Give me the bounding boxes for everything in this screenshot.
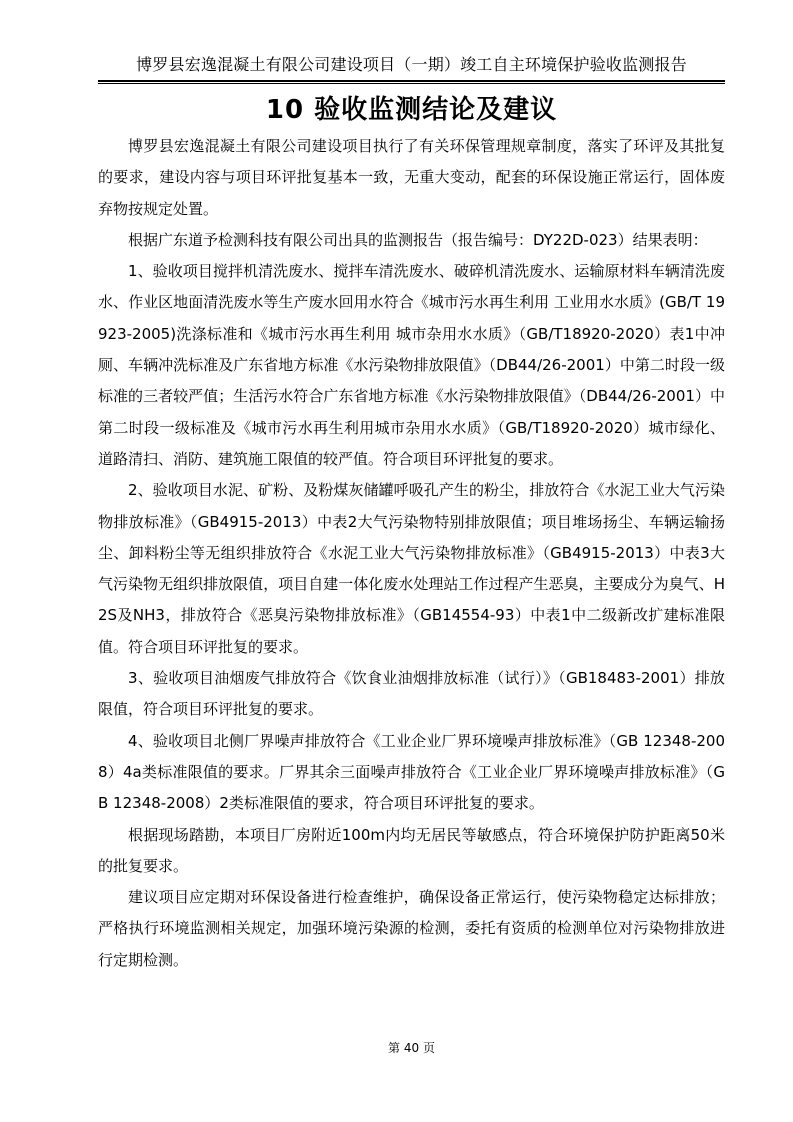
page-number: 第 40 页 — [388, 1041, 435, 1055]
paragraph-item-3-fumes: 3、验收项目油烟废气排放符合《饮食业油烟排放标准（试行）》（GB18483-2001）排放限值，符合项目环评批复的要求。 — [98, 669, 725, 719]
section-title: 10 验收监测结论及建议 — [265, 95, 558, 125]
paragraph-report-results: 根据广东道予检测科技有限公司出具的监测报告（报告编号：DY22D-023）结果表明： — [128, 230, 708, 249]
paragraph-distance: 根据现场踏勘，本项目厂房附近100m内均无居民等敏感点，符合环境保护防护距离50米的批复要求。 — [98, 825, 725, 875]
paragraph-recommendation: 建议项目应定期对环保设备进行检查维护，确保设备正常运行，使污染物稳定达标排放；严格执行环境监测相关规定，加强环境污染源的检测，委托有资质的检测单位对污染物排放进行定期检测。 — [98, 888, 725, 969]
paragraph-item-2-air: 2、验收项目水泥、矿粉、及粉煤灰储罐呼吸孔产生的粉尘，排放符合《水泥工业大气污染物排放标准》（GB4915-2013）中表2大气污染物特别排放限值；项目堆场扬尘、车辆运输扬尘、卸料粉尘等无组织排放符合《水泥工业大气污染物排放标准》（GB4915-2013）中表3大气污染物无组织排放限值，项目自建一体化废水处理站工作过程产生恶臭，主要成分为臭气、H2S及NH3，排放符合《恶臭污染物排放标准》（GB14554-93）中表1中二级新改扩建标准限值。符合项目环评批复的要求。 — [98, 481, 725, 656]
section-body — [98, 131, 725, 976]
running-header: 博罗县宏逸混凝土有限公司建设项目（一期）竣工自主环境保护验收监测报告 — [136, 55, 687, 74]
header-rule-thin — [98, 83, 725, 84]
paragraph-item-4-noise: 4、验收项目北侧厂界噪声排放符合《工业企业厂界环境噪声排放标准》（GB 12348-2008）4a类标准限值的要求。厂界其余三面噪声排放符合《工业企业厂界环境噪声排放标准》（GB 12348-2008）2类标准限值的要求，符合项目环评批复的要求。 — [98, 731, 725, 813]
paragraph-item-1-wastewater: 1、验收项目搅拌机清洗废水、搅拌车清洗废水、破碎机清洗废水、运输原材料车辆清洗废水、作业区地面清洗废水等生产废水回用水符合《城市污水再生利用 工业用水水质》(GB/T 19923-2005)洗涤标准和《城市污水再生利用 城市杂用水水质》（GB/T18920-2020）表1中冲厕、车辆冲洗标准及广东省地方标准《水污染物排放限值》（DB44/26-2001）中第二时段一级标准的三者较严值；生活污水符合广东省地方标准《水污染物排放限值》（DB44/26-2001）中第二时段一级标准及《城市污水再生利用城市杂用水水质》（GB/T18920-2020）城市绿化、道路清扫、消防、建筑施工限值的较严值。符合项目环评批复的要求。 — [98, 262, 725, 468]
header-rule-thick — [98, 80, 725, 82]
paragraph-intro: 博罗县宏逸混凝土有限公司建设项目执行了有关环保管理规章制度，落实了环评及其批复的要求，建设内容与项目环评批复基本一致，无重大变动，配套的环保设施正常运行，固体废弃物按规定处置。 — [98, 137, 725, 218]
